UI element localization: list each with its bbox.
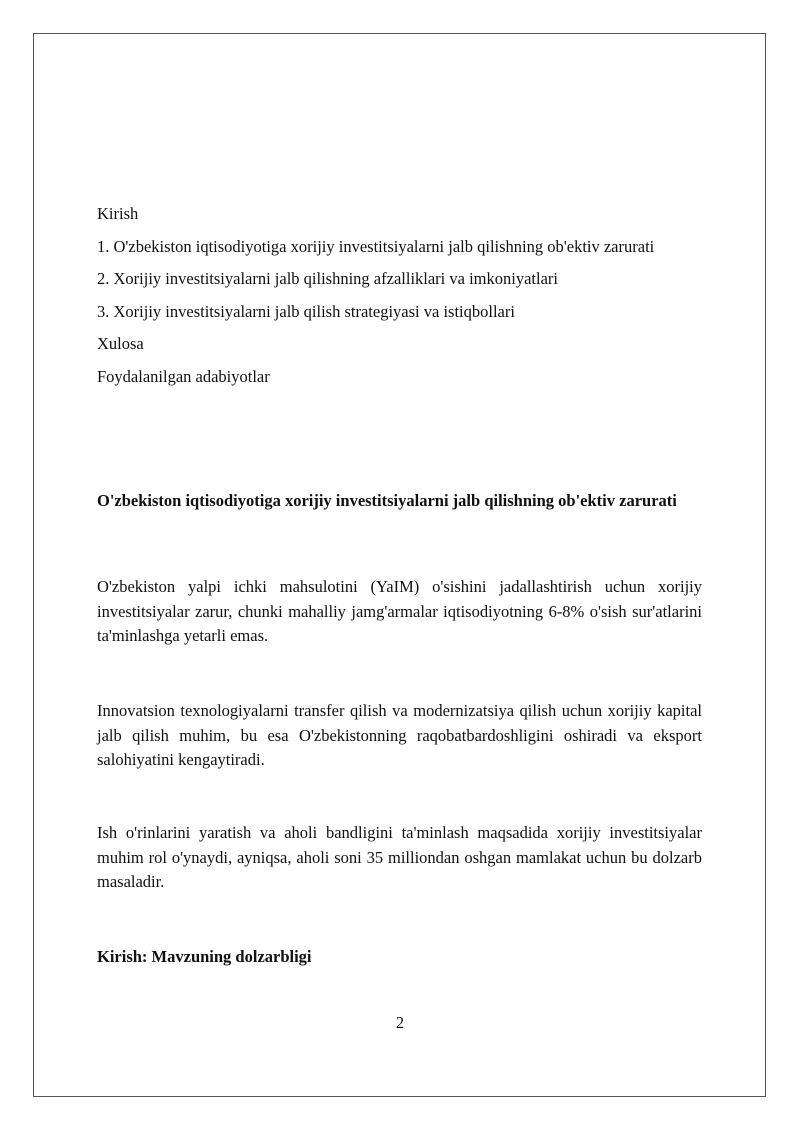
toc-item-references: Foydalanilgan adabiyotlar [97,366,270,386]
page-number: 2 [395,1013,405,1032]
page-frame [33,33,766,1097]
table-of-contents [97,198,702,393]
toc-item-3: 3. Xorijiy investitsiyalarni jalb qilish strategiyasi va istiqbollari [97,301,515,321]
section-heading: O'zbekiston iqtisodiyotiga xorijiy investitsiyalarni jalb qilishning ob'ektiv zarurati [97,491,677,510]
paragraph-2: Innovatsion texnologiyalarni transfer qilish va modernizatsiya qilish uchun xorijiy kapital jalb qilish muhim, bu esa O'zbekistonning raqobatbardoshligini oshiradi va eksport salohiyatini kengaytiradi. [97,701,702,769]
toc-item-2: 2. Xorijiy investitsiyalarni jalb qilishning afzalliklari va imkoniyatlari [97,269,558,288]
toc-item-conclusion: Xulosa [97,334,144,353]
toc-item-1: 1. O'zbekiston iqtisodiyotiga xorijiy investitsiyalarni jalb qilishning ob'ektiv zarurati [97,236,655,256]
next-section-heading: Kirish: Mavzuning dolzarbligi [97,947,312,966]
toc-item-intro: Kirish [97,204,139,223]
paragraph-3: Ish o'rinlarini yaratish va aholi bandligini ta'minlash maqsadida xorijiy investitsiyalar muhim rol o'ynaydi, ayniqsa, aholi soni 35 milliondan oshgan mamlakat uchun bu dolzarb masaladir. [97,823,702,891]
paragraph-1: O'zbekiston yalpi ichki mahsulotini (YaIM) o'sishini jadallashtirish uchun xorijiy investitsiyalar zarur, chunki mahalliy jamg'armalar iqtisodiyotning 6-8% o'sish sur'atlarini ta'minlashga yetarli emas. [97,577,702,645]
